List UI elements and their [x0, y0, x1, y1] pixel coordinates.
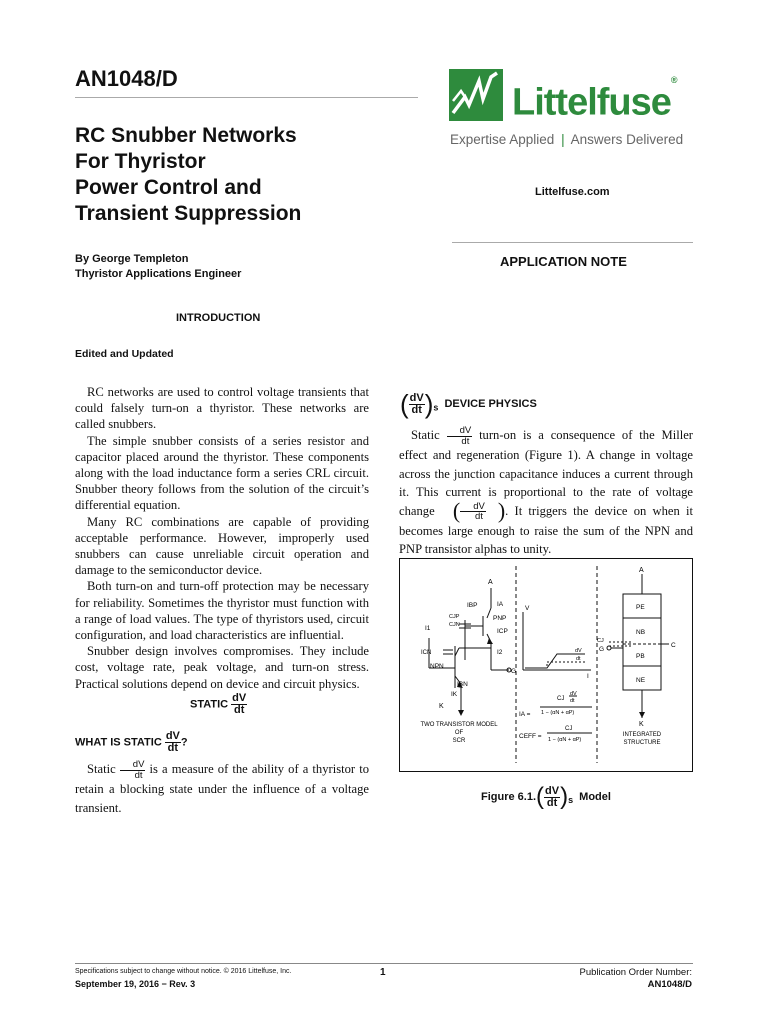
intro-paragraph-4: Both turn-on and turn-off protection may be necessary for reliability. Sometimes the thyristor must function with a range of load values. The type of thyristors used, circuit configuration, and load characteristics are influential. — [75, 579, 369, 643]
svg-text:CJ: CJ — [557, 696, 565, 702]
tagline-right: Answers Delivered — [570, 132, 684, 147]
tagline-left: Expertise Applied — [450, 132, 555, 147]
svg-text:dV: dV — [575, 648, 582, 654]
fig-label-cjp: CJP — [449, 614, 460, 620]
fig-label-cjn: CJN — [449, 622, 460, 628]
fig-label-cj: CJ — [597, 638, 604, 644]
website-link[interactable]: Littelfuse.com — [535, 186, 610, 198]
figure-caption-suffix: Model — [579, 790, 611, 803]
what-heading-text: WHAT IS STATIC — [75, 736, 162, 749]
fig-label-ik: IK — [451, 691, 458, 698]
fig-integrated-2: STRUCTURE — [623, 740, 661, 746]
fig-label-pnp: PNP — [493, 615, 507, 622]
device-physics-paragraph: Static $\frac{dV}{dt}$ turn-on is a consequence of the Miller effect and regeneration (Figure 1). A change in voltage across the junction capacitance induces a current through it. This current is proportional to the rate of voltage change ( $\frac{dV}{dt}$ ). It triggers the device on when it becomes large enough to raise the sum of the NPN and PNP transistor alphas to unity. — [399, 425, 693, 557]
intro-paragraph-5: Snubber design involves compromises. They include cost, voltage rate, peak voltage, and turn-on stress. Practical solutions depend on device and circuit physics. — [75, 644, 369, 691]
title-line-3: Power Control and — [75, 176, 262, 199]
svg-text:IA =: IA = — [519, 711, 531, 718]
static-definition — [75, 760, 369, 818]
svg-text:1 − (αN + αP): 1 − (αN + αP) — [541, 710, 575, 716]
dvdt-fraction: $\frac{dV}{dt}$ — [447, 426, 473, 446]
littelfuse-logo-icon — [449, 69, 503, 121]
footer-publication — [560, 967, 692, 991]
layer-ne: NE — [636, 677, 646, 684]
dvdt-fraction: $\frac{dV}{dt}$ — [232, 692, 247, 716]
header-rule — [75, 97, 418, 98]
footer-notice: Specifications subject to change without notice. © 2016 Littelfuse, Inc. — [75, 968, 292, 975]
device-physics-body — [399, 426, 693, 559]
tagline-separator: | — [561, 132, 565, 147]
dvdt-fraction: $\frac{dV}{dt}$ — [165, 730, 180, 754]
fig-label-c: C — [671, 642, 676, 649]
tagline — [450, 132, 683, 147]
fig-label-v: V — [525, 605, 530, 612]
right-header-rule — [452, 242, 693, 243]
fig-label-a-right: A — [639, 567, 644, 574]
layer-nb: NB — [636, 629, 646, 636]
fig-label-ia: IA — [497, 601, 504, 608]
title-line-1: RC Snubber Networks — [75, 124, 297, 147]
author-name: By George Templeton — [75, 253, 189, 265]
svg-text:CJ: CJ — [565, 726, 573, 732]
what-heading — [75, 731, 188, 754]
brand-wordmark: Littelfuse — [512, 81, 671, 124]
brand-name — [512, 75, 677, 124]
intro-paragraph-2: The simple snubber consists of a series resistor and capacitor placed around the thyristor. These components along with the load inductance form a series CRL circuit. Snubber theory follows from the solution of the circuit’s differential equation. — [75, 433, 369, 513]
author-block — [75, 252, 241, 282]
intro-paragraph-3: Many RC combinations are capable of providing acceptable performance. However, improperly used snubbers can cause unreliable circuit operation and damage to the semiconductor device. — [75, 514, 369, 578]
static-definition-paragraph: Static $\frac{dV}{dt}$ is a measure of the ability of a thyristor to retain a blocking state under the influence of a voltage transient. — [75, 759, 369, 816]
registered-mark: ® — [670, 75, 677, 85]
static-heading — [190, 693, 247, 716]
question-mark: ? — [180, 736, 188, 749]
fig-label-i2: I2 — [497, 649, 503, 656]
fig-label-icp: ICP — [497, 628, 508, 635]
fig-integrated-1: INTEGRATED — [622, 732, 662, 738]
title-line-4: Transient Suppression — [75, 202, 302, 225]
figure-two-transistor-model — [399, 558, 693, 772]
pub-label: Publication Order Number: — [579, 967, 692, 978]
title-line-2: For Thyristor — [75, 150, 206, 173]
svg-text:CEFF =: CEFF = — [519, 733, 542, 740]
footer-rule — [75, 963, 693, 964]
device-physics-text: DEVICE PHYSICS — [444, 398, 537, 411]
author-role: Thyristor Applications Engineer — [75, 268, 242, 280]
pub-number: AN1048/D — [647, 979, 692, 990]
doc-type: APPLICATION NOTE — [500, 254, 627, 269]
dvdt-fraction: $\frac{dV}{dt}$ — [120, 760, 146, 780]
layer-pe: PE — [636, 604, 645, 611]
page-title — [75, 123, 301, 227]
intro-body — [75, 384, 369, 692]
fig-label-ibn: IBN — [457, 681, 468, 688]
svg-text:dt: dt — [570, 698, 575, 704]
fig-model-caption-3: SCR — [452, 738, 466, 744]
fig-label-ibp: IBP — [467, 602, 478, 609]
fig-label-a: A — [488, 579, 493, 586]
fig-label-g-left: G — [511, 668, 517, 675]
fig-label-k-right: K — [639, 721, 644, 728]
svg-text:dt: dt — [576, 656, 581, 662]
fig-model-caption-1: TWO TRANSISTOR MODEL — [420, 722, 498, 728]
static-heading-text: STATIC — [190, 698, 229, 711]
fig-label-npn: NPN — [430, 663, 444, 670]
svg-text:1 − (αN + αP): 1 − (αN + αP) — [548, 737, 582, 743]
layer-pb: PB — [636, 653, 645, 660]
figure-caption: Figure 6.1.( $\frac{dV}{dt}$ )$_s$ Model — [481, 783, 611, 810]
fig-label-i1: I1 — [425, 625, 431, 632]
svg-text:dV: dV — [570, 691, 577, 697]
fig-label-i: I — [587, 673, 589, 680]
intro-paragraph-1: RC networks are used to control voltage transients that could falsely turn-on a thyristor. These networks are called snubbers. — [75, 385, 369, 432]
fig-model-caption-2: OF — [454, 730, 464, 736]
device-physics-heading: ( $\frac{dV}{dt}$ )$_s$ DEVICE PHYSICS — [400, 389, 537, 419]
page-number: 1 — [380, 967, 386, 978]
figure-caption-prefix: Figure 6.1. — [481, 790, 537, 803]
fig-label-g-right: G — [599, 646, 605, 653]
edited-note: Edited and Updated — [75, 348, 174, 360]
doc-id: AN1048/D — [75, 66, 178, 91]
fig-label-k-left: K — [439, 703, 444, 710]
fig-label-icn: ICN — [421, 650, 432, 656]
footer-date: September 19, 2016 − Rev. 3 — [75, 979, 196, 989]
intro-heading: INTRODUCTION — [176, 312, 261, 324]
